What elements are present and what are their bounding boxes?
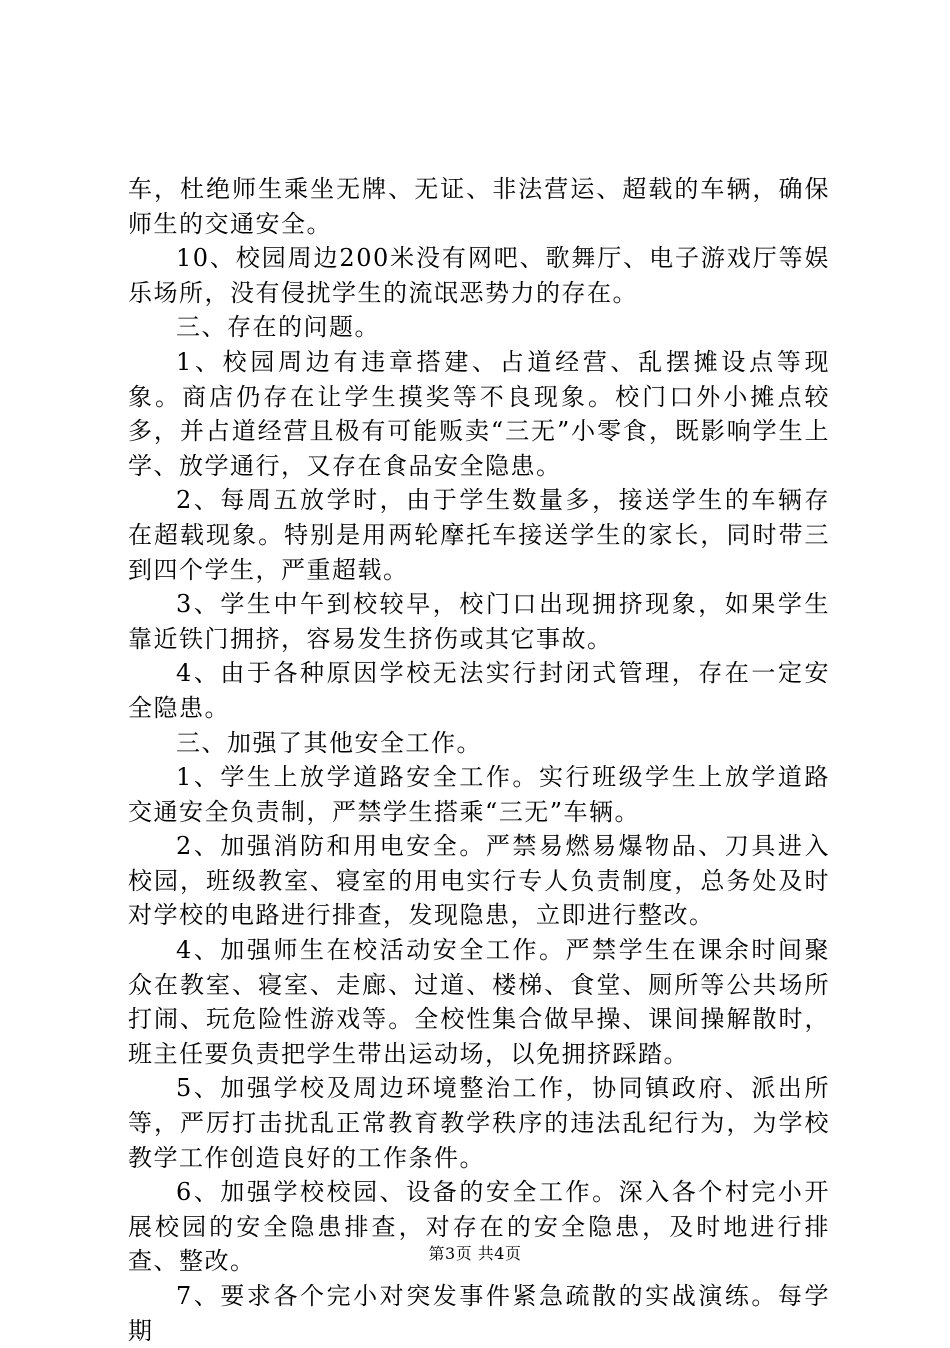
paragraph-safety-6: 6、加强学校校园、设备的安全工作。深入各个村完小开展校园的安全隐患排查，对存在的安全隐患，及时地进行排查、整改。 — [128, 1178, 830, 1276]
paragraph-item-10: 10、校园周边200米没有网吧、歌舞厅、电子游戏厅等娱乐场所，没有侵扰学生的流氓恶势力的存在。 — [128, 244, 830, 307]
paragraph-safety-7: 7、要求各个完小对突发事件紧急疏散的实战演练。每学期 — [128, 1282, 830, 1345]
document-body — [128, 172, 830, 1348]
page-number-footer: 第3页 共4页 — [428, 1244, 522, 1263]
paragraph-safety-4: 4、加强师生在校活动安全工作。严禁学生在课余时间聚众在教室、寝室、走廊、过道、楼梯、食堂、厕所等公共场所打闹、玩危险性游戏等。全校性集合做早操、课间操解散时，班主任要负责把学生带出运动场，以免拥挤踩踏。 — [128, 936, 830, 1068]
paragraph-problem-2: 2、每周五放学时，由于学生数量多，接送学生的车辆存在超载现象。特别是用两轮摩托车接送学生的家长，同时带三到四个学生，严重超载。 — [128, 486, 830, 584]
paragraph-safety-2: 2、加强消防和用电安全。严禁易燃易爆物品、刀具进入校园，班级教室、寝室的用电实行专人负责制度，总务处及时对学校的电路进行排查，发现隐患，立即进行整改。 — [128, 832, 830, 930]
paragraph-problem-1: 1、校园周边有违章搭建、占道经营、乱摆摊设点等现象。商店仍存在让学生摸奖等不良现象。校门口外小摊点较多，并占道经营且极有可能贩卖“三无”小零食，既影响学生上学、放学通行，又存在食品安全隐患。 — [128, 347, 830, 480]
paragraph-continuation: 车，杜绝师生乘坐无牌、无证、非法营运、超载的车辆，确保师生的交通安全。 — [128, 175, 830, 238]
paragraph-safety-5: 5、加强学校及周边环境整治工作，协同镇政府、派出所等，严厉打击扰乱正常教育教学秩序的违法乱纪行为，为学校教学工作创造良好的工作条件。 — [128, 1074, 830, 1172]
section-heading-safety-work: 三、加强了其他安全工作。 — [176, 728, 482, 757]
paragraph-problem-4: 4、由于各种原因学校无法实行封闭式管理，存在一定安全隐患。 — [128, 659, 830, 722]
section-heading-problems: 三、存在的问题。 — [176, 313, 380, 342]
paragraph-problem-3: 3、学生中午到校较早，校门口出现拥挤现象，如果学生靠近铁门拥挤，容易发生挤伤或其它事故。 — [128, 590, 830, 653]
paragraph-safety-1: 1、学生上放学道路安全工作。实行班级学生上放学道路交通安全负责制，严禁学生搭乘“三无”车辆。 — [128, 763, 830, 826]
